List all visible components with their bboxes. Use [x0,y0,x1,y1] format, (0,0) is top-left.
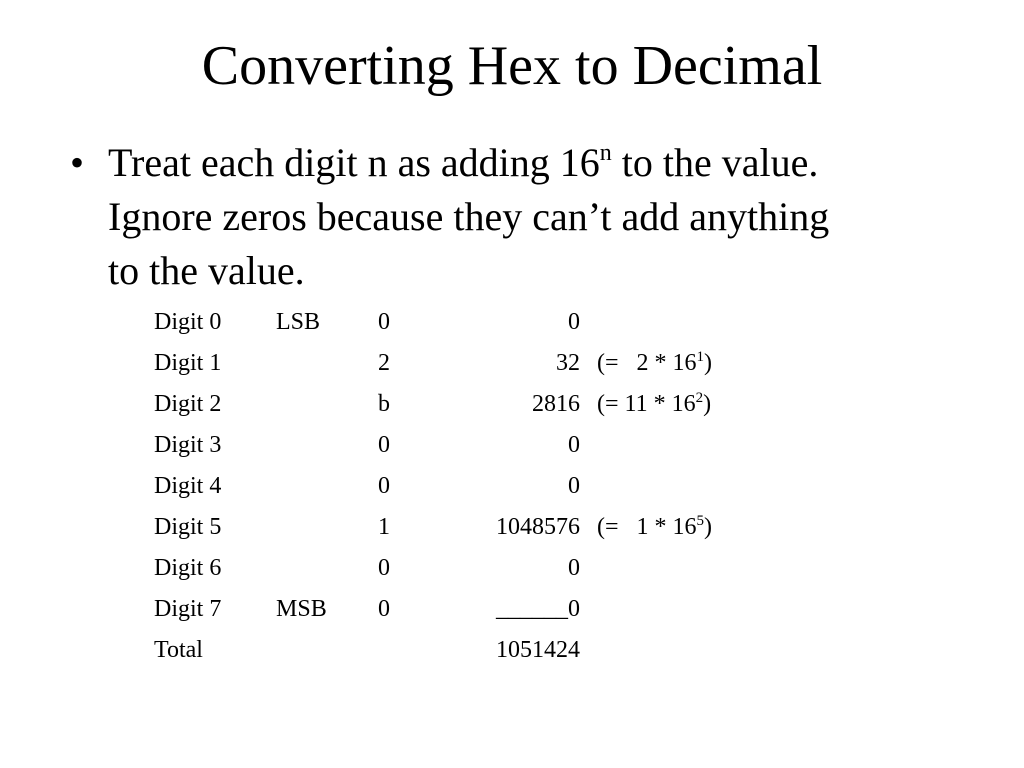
note-suffix: ) [704,514,713,540]
total-label: Total [154,637,203,663]
hex-digit: 0 [378,473,390,499]
table-row [154,425,774,466]
hex-digit: 0 [378,596,390,622]
note-base: 16 [671,391,696,417]
hex-digit: 0 [378,309,390,335]
significance-label: MSB [276,596,327,622]
note-base: 16 [672,350,697,376]
total-value: 1051424 [496,637,580,663]
digit-label: Digit 0 [154,309,222,335]
bullet-line-2: Ignore zeros because they can’t add anything [108,194,830,239]
note-exponent: 2 [695,390,704,406]
table-row [154,507,774,548]
decimal-value: 0 [568,555,580,581]
note-suffix: ) [704,350,713,376]
decimal-value: 2816 [532,391,580,417]
slide-title: Converting Hex to Decimal [201,35,823,97]
digit-label: Digit 3 [154,432,222,458]
digit-label: Digit 6 [154,555,222,581]
decimal-value: 0 [568,432,580,458]
digit-label: Digit 4 [154,473,222,499]
note-prefix: (= 1 * [597,514,673,540]
total-row [154,630,774,671]
table-row [154,384,774,425]
decimal-value: 0 [568,309,580,335]
table-row [154,302,774,343]
digit-label: Digit 1 [154,350,222,376]
hex-digit: 0 [378,432,390,458]
digit-label: Digit 5 [154,514,222,540]
bullet-paragraph [70,136,968,298]
hex-digit: 0 [378,555,390,581]
exponent-n: n [599,140,612,166]
hex-digit: 2 [378,350,390,376]
digit-label: Digit 2 [154,391,222,417]
decimal-value: 0 [568,473,580,499]
hex-digit: b [378,391,390,417]
digit-label: Digit 7 [154,596,222,622]
note-suffix: ) [703,391,712,417]
table-row [154,589,774,630]
calculation-note [597,343,712,384]
digit-conversion-table [154,302,774,671]
note-exponent: 5 [696,513,705,529]
note-exponent: 1 [696,349,705,365]
table-row [154,343,774,384]
bullet-icon: • [70,140,85,185]
table-row [154,466,774,507]
bullet-line-1-tail: to the value. [611,140,819,185]
bullet-line-1-text: Treat each digit n as adding 16 [108,140,600,185]
bullet-line-1 [108,136,968,190]
decimal-value: 32 [556,350,580,376]
decimal-value: 1048576 [496,514,580,540]
bullet-line-3: to the value. [108,248,305,293]
significance-label: LSB [276,309,321,335]
table-row [154,548,774,589]
hex-digit: 1 [378,514,390,540]
note-base: 16 [672,514,697,540]
decimal-value: ______0 [496,596,580,622]
note-prefix: (= 2 * [597,350,673,376]
calculation-note [597,507,712,548]
note-prefix: (= 11 * [597,391,672,417]
calculation-note [597,384,711,425]
